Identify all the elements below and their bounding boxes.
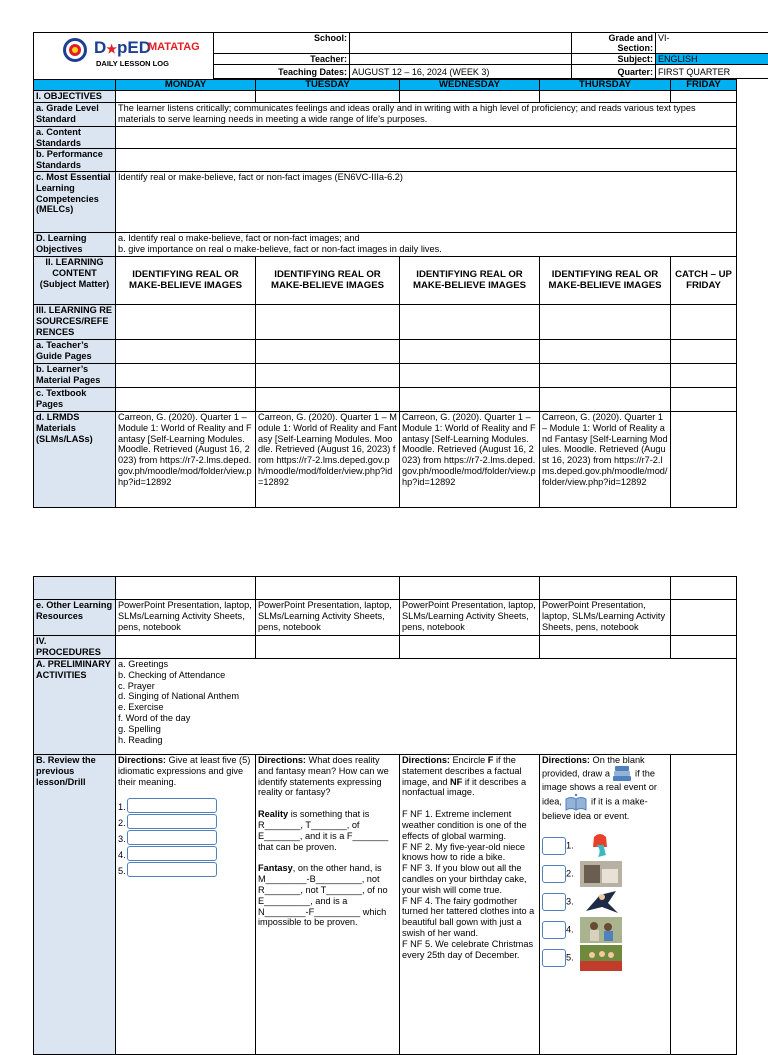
review-label: B. Review the previous lesson/Drill — [34, 755, 116, 1055]
logo-area — [34, 33, 214, 81]
review-friday — [671, 755, 737, 1055]
content-standards-label: a. Content Standards — [34, 126, 116, 149]
answer-box-3[interactable] — [542, 893, 566, 911]
mermaid-image-icon — [580, 833, 622, 859]
grade-section-value: VI- — [656, 33, 768, 54]
lrmds-label: d. LRMDS Materials (SLMs/LASs) — [34, 411, 116, 507]
grade-level-standard-text: The learner listens critically; communicates feelings and ideas orally and in writing with a high level of proficiency; and reads various text types materials to serve learning needs in meeting a wide range of life’s purposes. — [116, 102, 737, 126]
preliminary-activities-label: A. PRELIMINARY ACTIVITIES — [34, 659, 116, 755]
review-wednesday: Directions: Encircle F if the statement describes a factual image, and NF if it describes a nonfactual image. F NF 1. Extreme inclement weather condition is one of the effects of global warming. F NF 2. My five-year-old niece knows how to ride a bike. F NF 3. If you blow out all the candles on your birthday cake, your wish will come true. F NF 4. The fairy godmother turned her tattered clothes into a beautiful ball gown with just a swish of her wand. F NF 5. We celebrate Christmas every 25th day of December. — [400, 755, 540, 1055]
answer-field-3[interactable] — [127, 830, 217, 845]
lesson-table-page1 — [33, 79, 737, 508]
other-resources-tuesday: PowerPoint Presentation, laptop, SLMs/Learning Activity Sheets, pens, notebook — [256, 600, 400, 636]
other-resources-friday — [671, 600, 737, 636]
review-thursday: Directions: On the blank provided, draw a if the image shows a real event or idea, if it is a make-believe idea or event. 1. 2. 3. 4. 5. — [540, 755, 671, 1055]
school-value — [350, 33, 572, 54]
objectives-label: I. OBJECTIVES — [34, 91, 116, 103]
content-title-friday: CATCH – UP FRIDAY — [671, 256, 737, 304]
day-friday: FRIDAY — [671, 80, 737, 91]
melc-label: c. Most Essential Learning Competencies (MELCs) — [34, 171, 116, 232]
content-title-tuesday: IDENTIFYING REAL OR MAKE-BELIEVE IMAGES — [256, 256, 400, 304]
answer-field-4[interactable] — [127, 846, 217, 861]
content-standards-text — [116, 126, 737, 149]
answer-field-2[interactable] — [127, 814, 217, 829]
lrmds-friday — [671, 411, 737, 507]
list-item: c. Prayer — [118, 681, 734, 692]
teacher-label: Teacher: — [214, 54, 350, 65]
list-item: F NF 5. We celebrate Christmas every 25th day of December. — [402, 939, 537, 961]
answer-field-1[interactable] — [127, 798, 217, 813]
image-item-1: 1. — [542, 833, 668, 859]
answer-line: 1. — [118, 798, 253, 814]
lrmds-thursday: Carreon, G. (2020). Quarter 1 – Module 1: World of Reality and Fantasy [Self-Learning Modules. Moodle. Retrieved (August 16, 2023) from https://r7-2.lms.deped.gov.ph/moodle/mod/folder/view.php?id=12892 — [540, 411, 671, 507]
list-item: F NF 4. The fairy godmother turned her tattered clothes into a beautiful ball gown with just a swish of her wand. — [402, 896, 537, 939]
deped-star-icon: ★ — [106, 42, 117, 56]
open-book-icon — [564, 793, 588, 811]
answer-line: 3. — [118, 830, 253, 846]
textbook-pages-label: c. Textbook Pages — [34, 387, 116, 411]
performance-standards-text — [116, 149, 737, 172]
answer-box-2[interactable] — [542, 865, 566, 883]
list-item: b. Checking of Attendance — [118, 670, 734, 681]
answer-line: 2. — [118, 814, 253, 830]
grade-level-standard-label: a. Grade Level Standard — [34, 102, 116, 126]
other-resources-label: e. Other Learning Resources — [34, 600, 116, 636]
group-photo-icon — [580, 945, 622, 971]
superhero-image-icon — [580, 889, 622, 915]
teaching-dates-value: AUGUST 12 – 16, 2024 (WEEK 3) — [350, 65, 572, 79]
content-title-monday: IDENTIFYING REAL OR MAKE-BELIEVE IMAGES — [116, 256, 256, 304]
learning-content-label: II. LEARNING CONTENT (Subject Matter) — [34, 256, 116, 304]
lrmds-wednesday: Carreon, G. (2020). Quarter 1 – Module 1: World of Reality and Fantasy [Self-Learning Modules. Moodle. Retrieved (August 16, 2023) from https://r7-2.lms.deped.gov.ph/moodle/mod/folder/view.php?id=12892 — [400, 411, 540, 507]
other-resources-wednesday: PowerPoint Presentation, laptop, SLMs/Learning Activity Sheets, pens, notebook — [400, 600, 540, 636]
image-item-3: 3. — [542, 889, 668, 915]
list-item: F NF 3. If you blow out all the candles on your birthday cake, your wish will come true. — [402, 863, 537, 895]
day-wednesday: WEDNESDAY — [400, 80, 540, 91]
answer-line: 4. — [118, 846, 253, 862]
daily-lesson-log-title: DAILY LESSON LOG — [96, 59, 169, 69]
matatag-logo: MATATAG — [148, 42, 200, 52]
lrmds-monday: Carreon, G. (2020). Quarter 1 – Module 1: World of Reality and Fantasy [Self-Learning Modules. Moodle. Retrieved (August 16, 2023) from https://r7-2.lms.deped.gov.ph/moodle/mod/folder/view.php?id=12892 — [116, 411, 256, 507]
photo-image-icon — [580, 861, 622, 887]
learning-objectives-text — [116, 232, 737, 256]
list-item: h. Reading — [118, 735, 734, 746]
answer-field-5[interactable] — [127, 862, 217, 877]
lrmds-tuesday: Carreon, G. (2020). Quarter 1 – Module 1: World of Reality and Fantasy [Self-Learning Modules. Moodle. Retrieved (August 16, 2023) from https://r7-2.lms.deped.gov.ph/moodle/mod/folder/view.php?id=12892 — [256, 411, 400, 507]
grade-section-label: Grade and Section: — [572, 33, 656, 54]
other-resources-monday: PowerPoint Presentation, laptop, SLMs/Learning Activity Sheets, pens, notebook — [116, 600, 256, 636]
teachers-guide-label: a. Teacher’s Guide Pages — [34, 339, 116, 363]
learning-resources-label: III. LEARNING RESOURCES/REFERENCES — [34, 304, 116, 339]
preliminary-activities-list — [116, 659, 737, 755]
answer-line: 5. — [118, 862, 253, 878]
answer-box-1[interactable] — [542, 837, 566, 855]
day-monday: MONDAY — [116, 80, 256, 91]
subject-value: ENGLISH — [656, 54, 768, 65]
subject-label: Subject: — [572, 54, 656, 65]
learning-objective-b: b. give importance on real o make-believe, fact or non-fact images in daily lives. — [118, 244, 734, 255]
teacher-value — [350, 54, 572, 65]
other-resources-thursday: PowerPoint Presentation, laptop, SLMs/Learning Activity Sheets, pens, notebook — [540, 600, 671, 636]
lesson-table-page2 — [33, 576, 737, 1055]
image-item-4: 4. — [542, 917, 668, 943]
image-item-2: 2. — [542, 861, 668, 887]
review-tuesday: Directions: What does reality and fantasy mean? How can we identify statements expressing reality or fantasy? Reality is something that is R_______, T_______, of E_______, and it is a F_______ that can be proven. Fantasy, on the other hand, is M________-B_________, not R_______, not T_______, of no E_________, and is a N________-F_________ which impossible to be proven. — [256, 755, 400, 1055]
day-header-row — [34, 80, 737, 91]
blank-corner — [34, 80, 116, 91]
quarter-label: Quarter: — [572, 65, 656, 79]
book-stack-icon — [612, 766, 632, 782]
day-tuesday: TUESDAY — [256, 80, 400, 91]
list-item: a. Greetings — [118, 659, 734, 670]
list-item: F NF 2. My five-year-old niece knows how to ride a bike. — [402, 842, 537, 864]
children-photo-icon — [580, 917, 622, 943]
deped-logo: D★pED — [94, 39, 151, 58]
list-item: e. Exercise — [118, 702, 734, 713]
school-label: School: — [214, 33, 350, 54]
list-item: g. Spelling — [118, 724, 734, 735]
image-item-5: 5. — [542, 945, 668, 971]
learning-objective-a: a. Identify real o make-believe, fact or non-fact images; and — [118, 233, 734, 244]
quarter-value: FIRST QUARTER — [656, 65, 768, 79]
review-monday: Directions: Give at least five (5) idiomatic expressions and give their meaning. 1. 2. 3. 4. 5. — [116, 755, 256, 1055]
teaching-dates-label: Teaching Dates: — [214, 65, 350, 79]
content-title-wednesday: IDENTIFYING REAL OR MAKE-BELIEVE IMAGES — [400, 256, 540, 304]
melc-text: Identify real or make-believe, fact or non-fact images (EN6VC-IIIa-6.2) — [116, 171, 737, 232]
header-table — [33, 32, 768, 81]
answer-box-5[interactable] — [542, 949, 566, 967]
learning-objectives-label: D. Learning Objectives — [34, 232, 116, 256]
list-item: F NF 1. Extreme inclement weather condition is one of the effects of global warming. — [402, 809, 537, 841]
list-item: d. Singing of National Anthem — [118, 691, 734, 702]
list-item: f. Word of the day — [118, 713, 734, 724]
performance-standards-label: b. Performance Standards — [34, 149, 116, 172]
procedures-label: IV. PROCEDURES — [34, 636, 116, 659]
deped-seal-icon — [62, 37, 88, 63]
answer-box-4[interactable] — [542, 921, 566, 939]
learners-material-label: b. Learner’s Material Pages — [34, 363, 116, 387]
content-title-thursday: IDENTIFYING REAL OR MAKE-BELIEVE IMAGES — [540, 256, 671, 304]
day-thursday: THURSDAY — [540, 80, 671, 91]
